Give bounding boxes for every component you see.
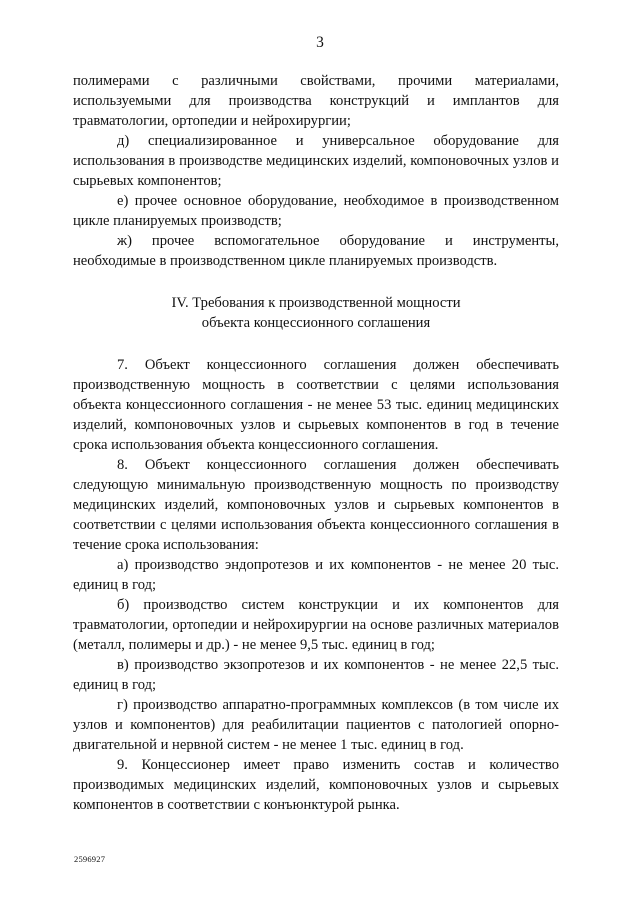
section-heading-line-2: объекта концессионного соглашения [201,315,431,331]
clause-9: 9. Концессионер имеет право изменить состав и количество производимых медицинских изделий, компоновочных узлов и сырьевых компонентов в соответствии с конъюнктурой рынка. [73,757,559,813]
page-number: 3 [316,34,324,51]
clause-8-item-v: в) производство экзопротезов и их компонентов - не менее 22,5 тыс. единиц в год; [73,657,559,693]
paragraph-continuation: полимерами с различными свойствами, прочими материалами, используемыми для производства конструкций и имплантов для травматологии, ортопедии и нейрохирургии; [73,73,559,129]
clause-8: 8. Объект концессионного соглашения должен обеспечивать следующую минимальную производственную мощность по производству медицинских изделий, компоновочных узлов и сырьевых компонентов в соответствии с целями использования объекта концессионного соглашения в течение срока использования: [73,457,559,553]
section-heading [73,293,559,333]
clause-8-item-g: г) производство аппаратно-программных комплексов (в том числе их узлов и компонентов) для реабилитации пациентов с патологией опорно-двигательной и нервной систем - не менее 1 тыс. единиц в год. [73,697,559,753]
list-item-zh: ж) прочее вспомогательное оборудование и инструменты, необходимые в производственном цикле планируемых производств. [73,233,559,269]
section-heading-line-1: IV. Требования к производственной мощности [171,295,461,311]
document-id: 2596927 [74,854,106,864]
clause-8-item-a: а) производство эндопротезов и их компонентов - не менее 20 тыс. единиц в год; [73,557,559,593]
document-body [73,71,559,815]
list-item-e: е) прочее основное оборудование, необходимое в производственном цикле планируемых производств; [73,193,559,229]
list-item-d: д) специализированное и универсальное оборудование для использования в производстве медицинских изделий, компоновочных узлов и сырьевых компонентов; [73,133,559,189]
clause-7: 7. Объект концессионного соглашения должен обеспечивать производственную мощность в соответствии с целями использования объекта концессионного соглашения - не менее 53 тыс. единиц медицинских изделий, компоновочных узлов и сырьевых компонентов в год в течение срока использования объекта концессионного соглашения. [73,357,559,453]
clause-8-item-b: б) производство систем конструкции и их компонентов для травматологии, ортопедии и нейрохирургии на основе различных материалов (металл, полимеры и др.) - не менее 9,5 тыс. единиц в год; [73,597,559,653]
